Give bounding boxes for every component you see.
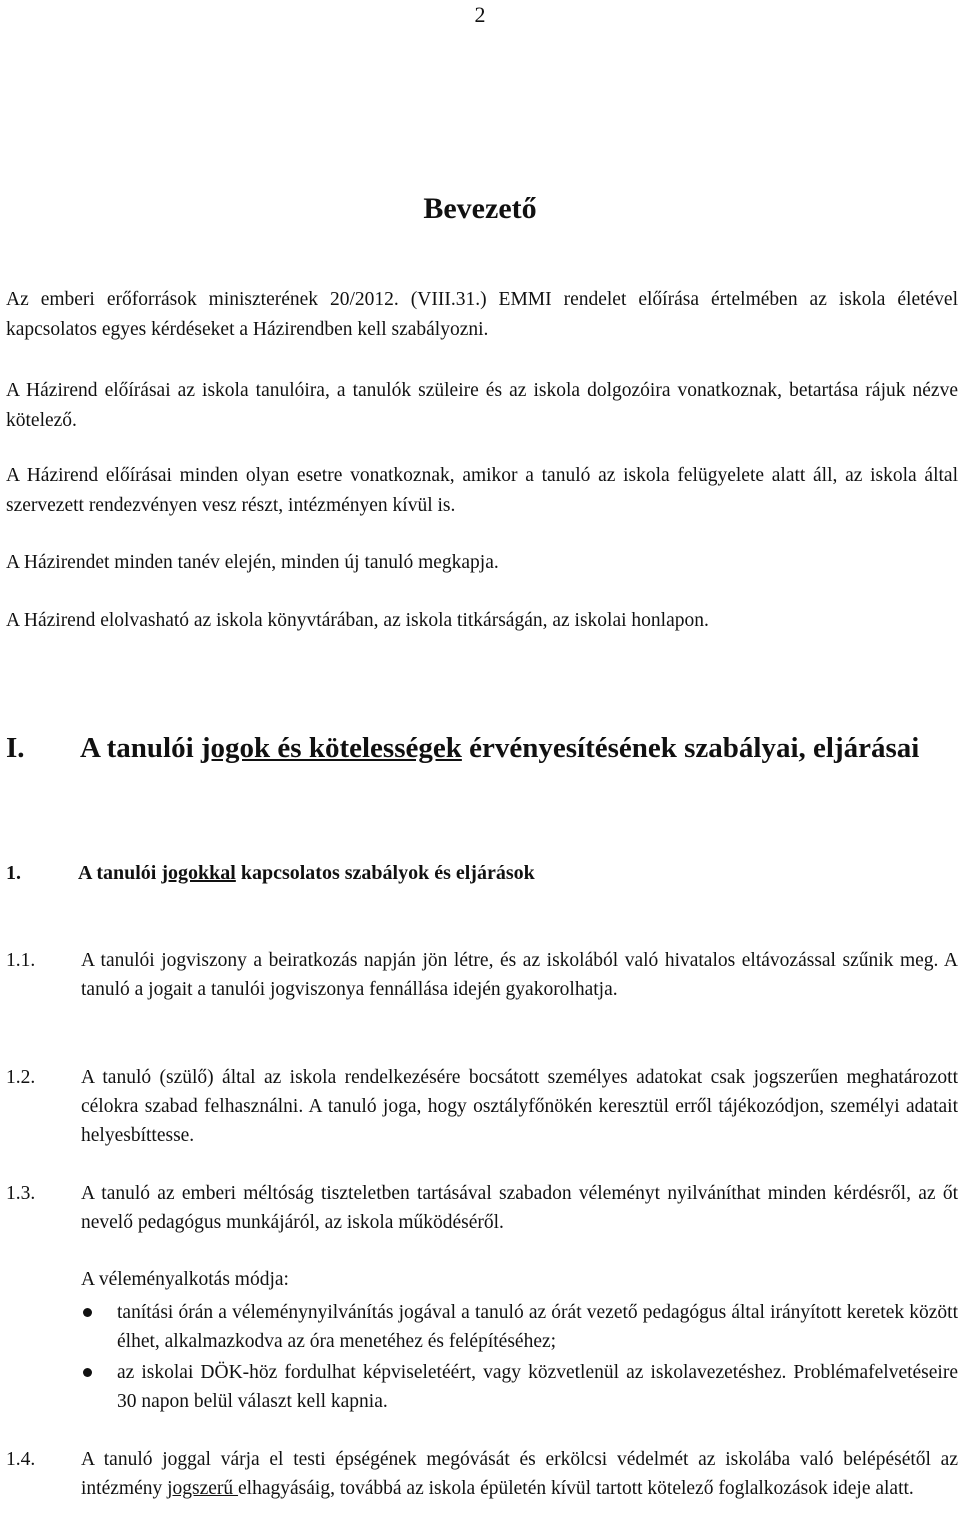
bullet-item: az iskolai DÖK-höz fordulhat képviseletéért, vagy közvetlenül az iskolavezetéshez. Problémafelvetéseire 30 napon belül választ kell kapnia. <box>81 1358 958 1416</box>
intro-paragraph-4: A Házirendet minden tanév elején, minden új tanuló megkapja. <box>6 552 499 573</box>
section-title: A tanulói jogok és kötelességek érvényesítésének szabályai, eljárásai <box>80 732 920 764</box>
subsection-title-underlined: jogokkal <box>161 862 236 884</box>
item-number: 1.4. <box>6 1449 36 1470</box>
section-title-underlined: jogok és kötelességek <box>200 732 462 764</box>
item-number: 1.3. <box>6 1183 36 1204</box>
item-text: A tanulói jogviszony a beiratkozás napján jön létre, és az iskolából való hivatalos eltávozással szűnik meg. A tanuló a jogait a tanulói jogviszonya fennállása idején gyakorolhatja. <box>81 950 958 1000</box>
bullet-icon <box>83 1368 92 1377</box>
bullet-icon <box>83 1308 92 1317</box>
subsection-number: 1. <box>6 862 21 884</box>
section-number: I. <box>6 732 25 764</box>
item-text: A tanuló az emberi méltóság tiszteletben tartásával szabadon véleményt nyilváníthat minden kérdésről, az őt nevelő pedagógus munkájáról, az iskola működéséről. <box>81 1183 958 1233</box>
bullet-item: tanítási órán a véleménynyilvánítás jogával a tanuló az órát vezető pedagógus által irányított keretek között élhet, alkalmazkodva az óra menetéhez és felépítéséhez; <box>81 1298 958 1356</box>
item-text-underlined: jogszerű <box>167 1478 239 1499</box>
page-number: 2 <box>474 2 486 27</box>
opinion-lead: A véleményalkotás módja: <box>81 1269 289 1290</box>
subsection-title: A tanulói jogokkal kapcsolatos szabályok és eljárások <box>78 862 535 884</box>
page-title: Bevezető <box>423 192 537 225</box>
intro-paragraph-5: A Házirend elolvasható az iskola könyvtárában, az iskola titkárságán, az iskolai honlapon. <box>6 610 709 631</box>
item-number: 1.2. <box>6 1067 36 1088</box>
item-text: A tanuló (szülő) által az iskola rendelkezésére bocsátott személyes adatokat csak jogszerűen meghatározott célokra szabad felhasználni. A tanuló joga, hogy osztályfőnökén keresztül erről tájékozódjon, személyi adatait helyesbíttesse. <box>81 1067 958 1146</box>
intro-paragraph-2: A Házirend előírásai az iskola tanulóira, a tanulók szüleire és az iskola dolgozóira vonatkoznak, betartása rájuk nézve kötelező. <box>6 380 958 431</box>
opinion-bullet-list <box>81 1298 958 1418</box>
item-text: A tanuló joggal várja el testi épségének megóvását és erkölcsi védelmét az iskolába való belépésétől az intézmény jogszerű elhagyásáig, továbbá az iskola épületén kívül tartott kötelező foglalkozások ideje alatt. <box>81 1449 958 1499</box>
intro-paragraph-3: A Házirend előírásai minden olyan esetre vonatkoznak, amikor a tanuló az iskola felügyelete alatt áll, az iskola által szervezett rendezvényen vesz részt, intézményen kívül is. <box>6 465 958 516</box>
intro-paragraph-1: Az emberi erőforrások miniszterének 20/2012. (VIII.31.) EMMI rendelet előírása értelmében az iskola életével kapcsolatos egyes kérdéseket a Házirendben kell szabályozni. <box>6 289 958 340</box>
item-number: 1.1. <box>6 950 36 971</box>
